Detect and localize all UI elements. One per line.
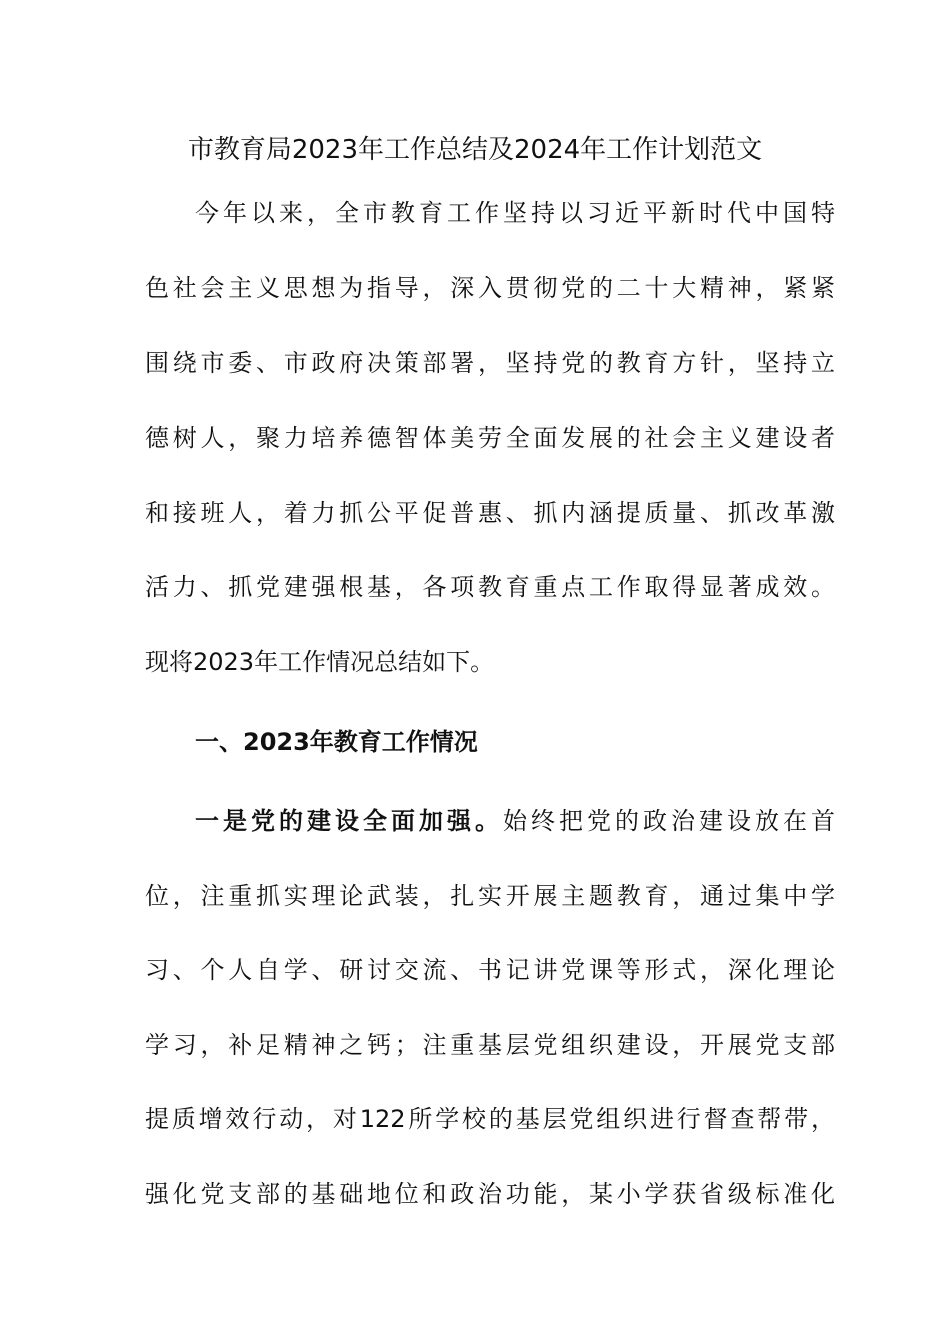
paragraph-line: 活力、抓党建强根基，各项教育重点工作取得显著成效。 — [145, 573, 835, 601]
lead-sentence-bold: 一是党的建设全面加强。 — [195, 807, 503, 835]
paragraph-line: 德树人，聚力培养德智体美劳全面发展的社会主义建设者 — [145, 424, 835, 452]
paragraph-line: 提质增效行动，对122所学校的基层党组织进行督查帮带， — [145, 1105, 835, 1133]
paragraph-line: 和接班人，着力抓公平促普惠、抓内涵提质量、抓改革激 — [145, 499, 835, 527]
paragraph-line: 今年以来，全市教育工作坚持以习近平新时代中国特 — [195, 199, 835, 227]
section-heading: 一、2023年教育工作情况 — [195, 728, 478, 756]
paragraph-line: 围绕市委、市政府决策部署，坚持党的教育方针，坚持立 — [145, 349, 835, 377]
paragraph-lead-line — [195, 801, 835, 841]
document-title: 市教育局2023年工作总结及2024年工作计划范文 — [187, 135, 763, 165]
paragraph-line: 习、个人自学、研讨交流、书记讲党课等形式，深化理论 — [145, 956, 835, 984]
paragraph-line: 学习，补足精神之钙；注重基层党组织建设，开展党支部 — [145, 1031, 835, 1059]
paragraph-line: 色社会主义思想为指导，深入贯彻党的二十大精神，紧紧 — [145, 274, 835, 302]
lead-sentence-rest: 始终把党的政治建设放在首 — [503, 807, 835, 835]
paragraph-line: 强化党支部的基础地位和政治功能，某小学获省级标准化 — [145, 1180, 835, 1208]
paragraph-line: 位，注重抓实理论武装，扎实开展主题教育，通过集中学 — [145, 882, 835, 910]
paragraph-line: 现将2023年工作情况总结如下。 — [145, 648, 495, 676]
